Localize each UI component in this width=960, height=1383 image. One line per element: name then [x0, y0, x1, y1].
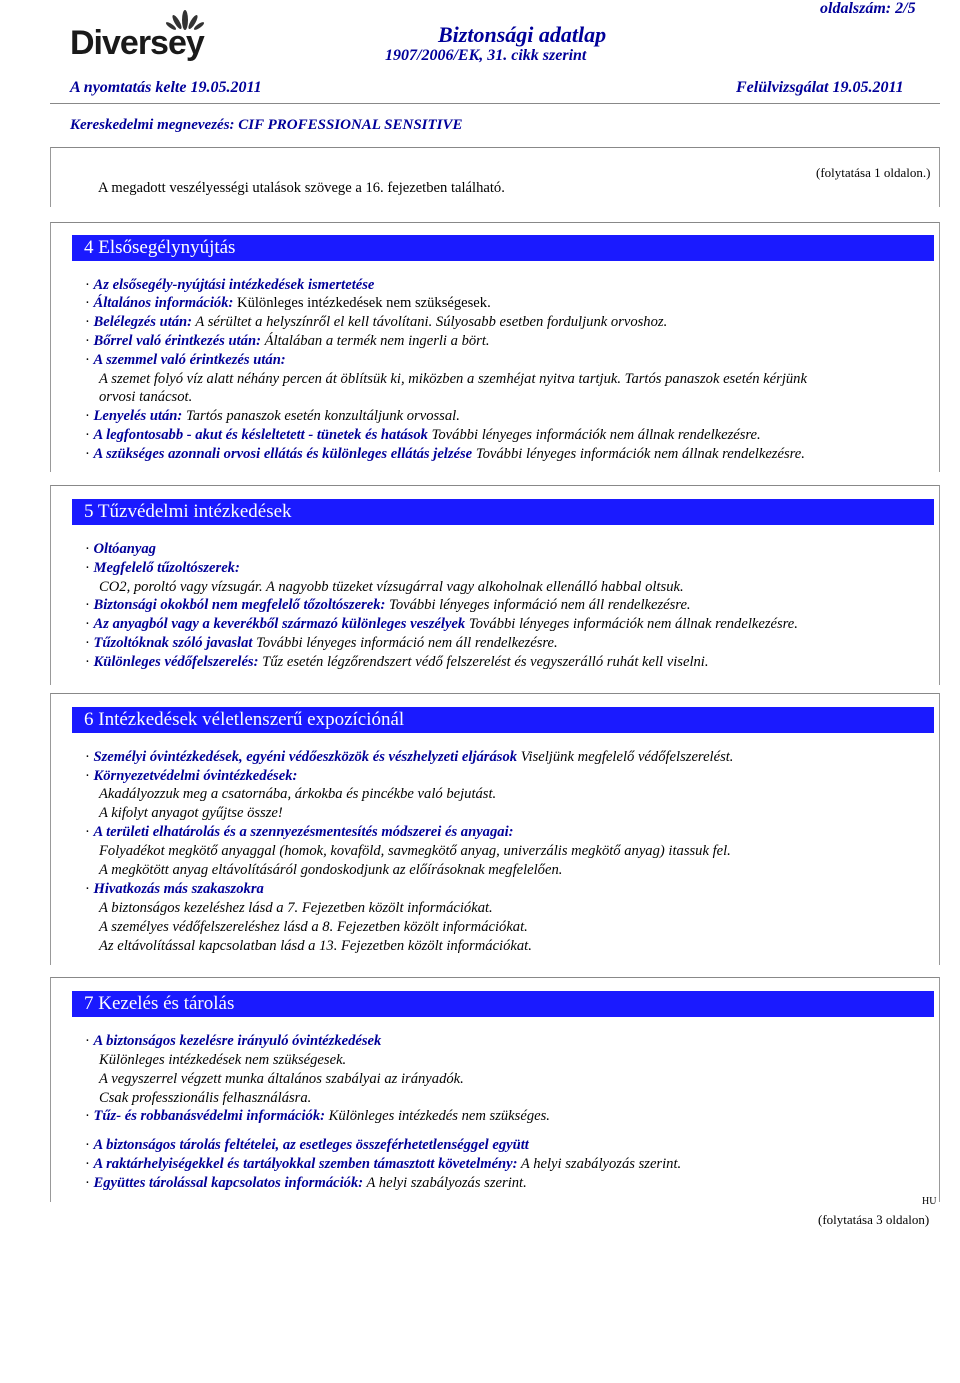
bullet-dot: ·	[85, 1156, 94, 1172]
bullet-dot: ·	[85, 654, 94, 670]
s5-line-1: · Oltóanyag	[85, 541, 156, 557]
s7-line-7: · A raktárhelyiségekkel és tartályokkal szemben támasztott követelmény: A helyi szabályozás szerint.	[85, 1156, 682, 1172]
s7-line-6: · A biztonságos tárolás feltételei, az esetleges összeférhetetlenséggel együtt	[85, 1137, 529, 1153]
bullet-dot: ·	[85, 541, 94, 557]
s4-line-7: orvosi tanácsot.	[99, 389, 193, 405]
section-6-title: 6 Intézkedések véletlenszerű expozíciónál	[72, 707, 934, 733]
section-4-title: 4 Elsősegélynyújtás	[72, 235, 934, 261]
bullet-dot: ·	[85, 616, 94, 632]
bullet-dot: ·	[85, 881, 94, 897]
s6-line-4: A kifolyt anyagot gyűjtse össze!	[99, 805, 283, 821]
bullet-dot: ·	[85, 446, 94, 462]
s7-line-1: · A biztonságos kezelésre irányuló óvintézkedések	[85, 1033, 382, 1049]
bullet-dot: ·	[85, 768, 94, 784]
s6-line-3: Akadályozzuk meg a csatornába, árkokba és pincékbe való bejutást.	[99, 786, 497, 802]
s5-line-2: · Megfelelő tűzoltószerek:	[85, 560, 240, 576]
s4-line-3: · Belélegzés után: A sérültet a helyszínről el kell távolítani. Súlyosabb esetben forduljunk orvoshoz.	[85, 314, 668, 330]
s5-line-3: CO2, poroltó vagy vízsugár. A nagyobb tüzeket vízsugárral vagy alkoholnak ellenálló habbal oltsuk.	[99, 579, 684, 595]
bullet-dot: ·	[85, 560, 94, 576]
s6-line-2: · Környezetvédelmi óvintézkedések:	[85, 768, 298, 784]
continuation-box	[50, 147, 940, 207]
language-code: HU	[922, 1196, 937, 1207]
continued-from: (folytatása 1 oldalon.)	[816, 165, 931, 180]
s6-line-9: A biztonságos kezeléshez lásd a 7. Fejezetben közölt információkat.	[99, 900, 493, 916]
bullet-dot: ·	[85, 824, 94, 840]
s6-line-1: · Személyi óvintézkedések, egyéni védőeszközök és vészhelyzeti eljárások Viseljünk megfelelő védőfelszerelést.	[85, 749, 734, 765]
s5-line-5: · Az anyagból vagy a keverékből származó különleges veszélyek További lényeges információk nem állnak rendelkezésre.	[85, 616, 798, 632]
bullet-dot: ·	[85, 408, 94, 424]
bullet-dot: ·	[85, 427, 94, 443]
s6-line-7: A megkötött anyag eltávolításáról gondoskodjunk az előírásoknak megfelelően.	[99, 862, 563, 878]
s6-line-5: · A területi elhatárolás és a szennyezésmentesítés módszerei és anyagai:	[85, 824, 514, 840]
s6-line-10: A személyes védőfelszereléshez lásd a 8. Fejezetben közölt információkat.	[99, 919, 528, 935]
s7-line-2: Különleges intézkedések nem szükségesek.	[99, 1052, 347, 1068]
diversey-logo	[70, 6, 220, 66]
s7-line-3: A vegyszerrel végzett munka általános szabályai az irányadók.	[99, 1071, 464, 1087]
bullet-dot: ·	[85, 749, 94, 765]
header-divider	[50, 103, 940, 104]
s4-line-1: · Az elsősegély-nyújtási intézkedések ismertetése	[85, 277, 375, 293]
bullet-dot: ·	[85, 635, 94, 651]
s6-line-8: · Hivatkozás más szakaszokra	[85, 881, 264, 897]
s7-line-5: · Tűz- és robbanásvédelmi információk: Különleges intézkedés nem szükséges.	[85, 1108, 550, 1124]
s5-line-4: · Biztonsági okokból nem megfelelő tőzoltószerek: További lényeges információ nem áll rendelkezésre.	[85, 597, 691, 613]
bullet-dot: ·	[85, 1108, 94, 1124]
s4-line-5: · A szemmel való érintkezés után:	[85, 352, 286, 368]
s4-line-4: · Bőrrel való érintkezés után: Általában a termék nem ingerli a bört.	[85, 333, 490, 349]
s6-line-6: Folyadékot megkötő anyaggal (homok, kovaföld, savmegkötő anyag, univerzális megkötő anyag) itassuk fel.	[99, 843, 731, 859]
bullet-dot: ·	[85, 597, 94, 613]
hazard-note: A megadott veszélyességi utalások szövege a 16. fejezetben található.	[98, 180, 505, 196]
document-title: Biztonsági adatlap	[438, 22, 607, 47]
bullet-dot: ·	[85, 352, 94, 368]
print-date: A nyomtatás kelte 19.05.2011	[70, 79, 262, 96]
section-7-title: 7 Kezelés és tárolás	[72, 991, 934, 1017]
s7-line-8: · Együttes tárolással kapcsolatos információk: A helyi szabályozás szerint.	[85, 1175, 527, 1191]
regulation-subtitle: 1907/2006/EK, 31. cikk szerint	[385, 47, 587, 64]
bullet-dot: ·	[85, 1137, 94, 1153]
review-date: Felülvizsgálat 19.05.2011	[736, 79, 904, 96]
s7-line-4: Csak professzionális felhasználásra.	[99, 1090, 312, 1106]
s5-line-7: · Különleges védőfelszerelés: Tűz esetén légzőrendszert védő felszerelést és vegyszerálló ruhát kell viselni.	[85, 654, 709, 670]
bullet-dot: ·	[85, 295, 94, 311]
s4-line-9: · A legfontosabb - akut és késleltetett - tünetek és hatások További lényeges információk nem állnak rendelkezésre.	[85, 427, 761, 443]
s6-line-11: Az eltávolítással kapcsolatban lásd a 13. Fejezetben közölt információkat.	[99, 938, 532, 954]
s4-line-6: A szemet folyó víz alatt néhány percen át öblítsük ki, miközben a szemhéjat nyitva tartjuk. Tartós panaszok esetén kérjünk	[99, 371, 807, 387]
s4-line-2: · Általános információk: Különleges intézkedések nem szükségesek.	[85, 295, 491, 311]
bullet-dot: ·	[85, 1175, 94, 1191]
trade-name: Kereskedelmi megnevezés: CIF PROFESSIONAL SENSITIVE	[70, 117, 463, 133]
logo-wordmark: Diversey	[70, 24, 204, 62]
bullet-dot: ·	[85, 314, 94, 330]
page-number: oldalszám: 2/5	[820, 0, 916, 17]
bullet-dot: ·	[85, 333, 94, 349]
bullet-dot: ·	[85, 1033, 94, 1049]
bullet-dot: ·	[85, 277, 94, 293]
section-5-title: 5 Tűzvédelmi intézkedések	[72, 499, 934, 525]
s5-line-6: · Tűzoltóknak szóló javaslat További lényeges információ nem áll rendelkezésre.	[85, 635, 558, 651]
s4-line-8: · Lenyelés után: Tartós panaszok esetén konzultáljunk orvossal.	[85, 408, 460, 424]
continued-to: (folytatása 3 oldalon)	[818, 1212, 930, 1227]
s4-line-10: · A szükséges azonnali orvosi ellátás és különleges ellátás jelzése További lényeges információk nem állnak rendelkezésre.	[85, 446, 805, 462]
